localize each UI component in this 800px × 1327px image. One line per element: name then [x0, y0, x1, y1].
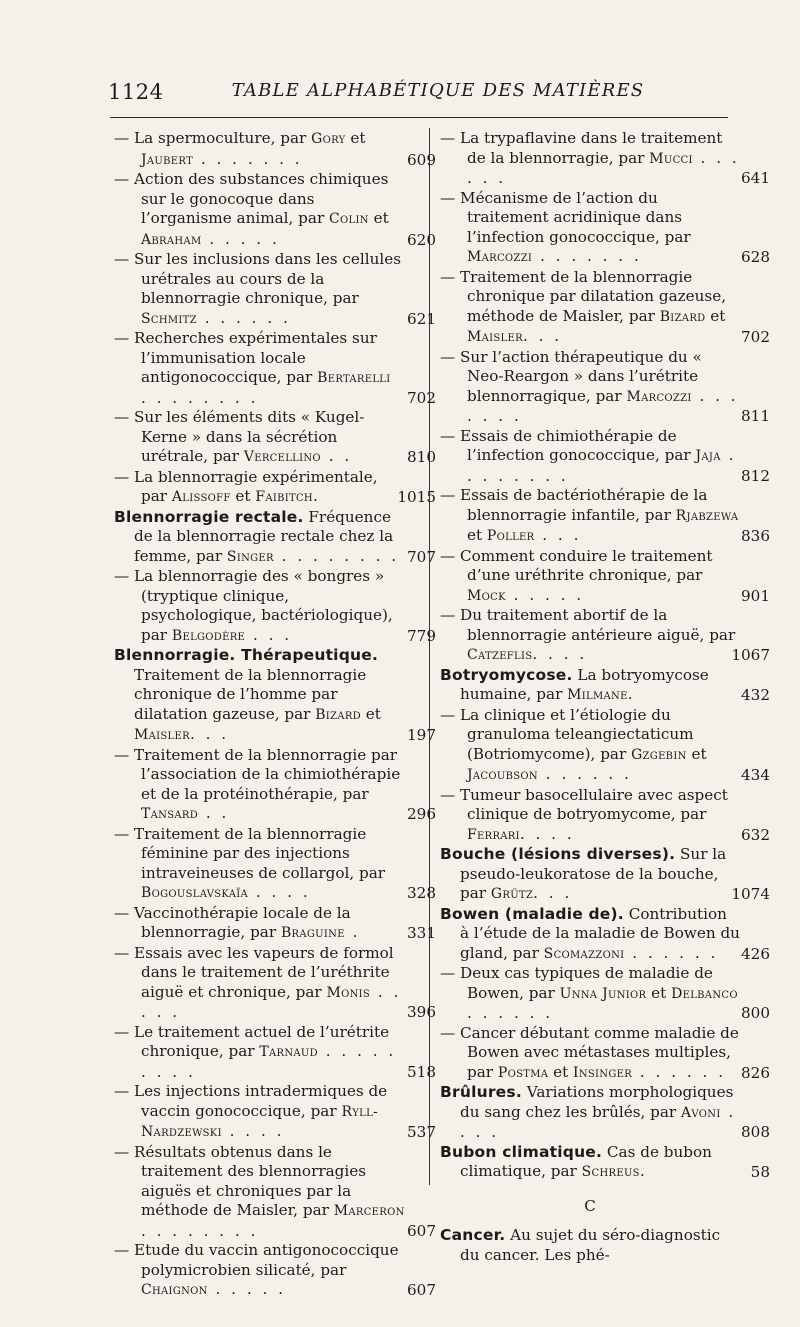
index-subentry	[114, 170, 436, 250]
leader-dots: . . . . .	[505, 585, 585, 604]
entry-author: Bogouslavskaïa	[141, 885, 249, 901]
entry-text-connector: et	[467, 526, 487, 544]
entry-heading: Bouche (lésions diverses).	[440, 845, 676, 863]
entry-author: Marceron	[333, 1203, 405, 1219]
entry-dash: —	[114, 824, 135, 843]
index-entry	[440, 1226, 740, 1265]
entry-dash: —	[114, 903, 135, 922]
entry-text: Contribution à l’étude de la maladie de Bowen du gland, par	[460, 904, 740, 962]
entry-heading: Brûlures.	[440, 1083, 522, 1101]
index-entry	[440, 1142, 770, 1183]
index-entry	[440, 904, 770, 965]
entry-page-number: 811	[741, 407, 770, 425]
entry-text: Comment conduire le traitement d’une uréthrite chronique, par	[460, 546, 713, 584]
entry-author: Marcozzi	[626, 388, 692, 405]
leader-dots: . . . . .	[141, 982, 402, 1021]
entry-author: Avoni	[681, 1104, 721, 1121]
leader-dots: . . .	[189, 725, 230, 743]
index-subentry	[440, 129, 770, 189]
entry-dash: —	[440, 705, 461, 724]
page-number: 1124	[108, 80, 164, 104]
entry-author: Catzeflis	[467, 647, 533, 663]
entry-page-number: 396	[407, 1003, 436, 1021]
entry-text: Sur les inclusions dans les cellules urétrales au cours de la blennorragie chronique, par	[134, 250, 402, 307]
leader-dots: . . . . . .	[624, 943, 719, 962]
entry-text: La trypaflavine dans le traitement de la blennorragie, par	[460, 129, 723, 167]
index-subentry	[114, 903, 436, 944]
entry-page-number: 58	[750, 1163, 770, 1181]
entry-text: Deux cas typiques de maladie de Bowen, par	[460, 964, 713, 1002]
entry-text: Sur la pseudo-leukoratose de la bouche, par	[460, 845, 727, 902]
index-subentry	[114, 943, 436, 1023]
leader-dots: . . . . . . .	[467, 386, 739, 425]
entry-author: Alissoff	[171, 489, 231, 505]
entry-dash: —	[114, 467, 135, 486]
entry-text: La clinique et l’étiologie du granuloma teleangiectaticum (Botriomycome), par	[460, 705, 694, 763]
index-subentry	[114, 1082, 436, 1143]
entry-dash: —	[440, 546, 461, 565]
entry-author-second: Poller	[486, 528, 535, 544]
leader-dots: . . . .	[248, 883, 311, 901]
leader-dots: . . . .	[460, 1102, 737, 1141]
entry-dash: —	[114, 1142, 135, 1161]
leader-dots: . . . . . .	[537, 765, 632, 783]
section-letter: C	[584, 1196, 596, 1215]
index-subentry	[114, 567, 436, 646]
entry-author-second: Abraham	[141, 231, 202, 248]
header-rule	[110, 117, 728, 118]
entry-page-number: 328	[407, 884, 436, 902]
entry-author: Ferrari	[467, 826, 520, 843]
index-subentry	[440, 347, 770, 427]
index-subentry	[440, 267, 770, 348]
entry-page-number: 537	[407, 1123, 436, 1141]
entry-text: Résultats obtenus dans le traitement des blennorragies aiguës et chroniques par la méthode de Maisler, par	[134, 1142, 367, 1219]
entry-text: Le traitement actuel de l’urétrite chronique, par	[134, 1022, 390, 1060]
index-subentry	[114, 1142, 436, 1242]
running-title: TABLE ALPHABÉTIQUE DES MATIÈRES	[231, 80, 645, 101]
leader-dots: . . . .	[221, 1122, 285, 1140]
entry-text-connector: et	[686, 744, 707, 763]
entry-text: La blennorragie expérimentale, par	[134, 467, 378, 505]
index-subentry	[440, 1023, 770, 1084]
entry-text: Action des substances chimiques sur le gonocoque dans l’organisme animal, par	[134, 170, 389, 227]
entry-dash: —	[114, 329, 135, 347]
leader-dots: . . . . . .	[467, 148, 740, 187]
entry-text: Au sujet du séro-diagnostic du cancer. Les phé-	[460, 1226, 721, 1264]
entry-heading: Botryomycose.	[440, 665, 573, 684]
entry-page-number: 1074	[731, 885, 770, 903]
entry-text: Essais avec les vapeurs de formol dans le traitement de l’uréthrite aiguë et chronique, par	[134, 943, 394, 1001]
entry-dash: —	[114, 567, 135, 585]
entry-author: Belgodère	[171, 627, 246, 644]
entry-author: Unna Junior	[559, 985, 647, 1002]
entry-text: Cas de bubon climatique, par	[460, 1142, 712, 1180]
index-subentry	[440, 188, 770, 268]
entry-author: Mock	[467, 587, 506, 604]
entry-text: Du traitement abortif de la blennorragie antérieure aiguë, par	[460, 606, 736, 644]
entry-author: Colin	[329, 211, 369, 227]
entry-page-number: 607	[407, 1281, 436, 1299]
entry-author: Marcozzi	[467, 249, 533, 265]
entry-heading: Bowen (maladie de).	[440, 904, 624, 923]
entry-text: Les injections intradermiques de vaccin gonococcique, par	[134, 1082, 388, 1120]
entry-dash: —	[114, 745, 135, 764]
leader-dots: . . .	[533, 884, 573, 902]
entry-page-number: 779	[407, 626, 436, 645]
entry-author: Bizard	[315, 706, 361, 723]
entry-dash: —	[440, 785, 461, 804]
index-subentry	[114, 824, 436, 904]
entry-text: Traitement de la blennorragie par l’association de la chimiothérapie et de la protéinothérapie, par	[134, 745, 401, 803]
index-subentry	[114, 1022, 436, 1083]
entry-text: Mécanisme de l’action du traitement acridinique dans l’infection gonococcique, par	[460, 188, 691, 246]
index-subentry	[440, 964, 770, 1024]
index-subentry	[114, 408, 436, 468]
entry-page-number: 632	[741, 825, 770, 844]
entry-page-number: 826	[741, 1063, 770, 1082]
entry-author: Vercellino	[243, 449, 321, 465]
entry-page-number: 707	[407, 547, 436, 566]
leader-dots: . . . . . . .	[193, 149, 303, 168]
entry-author: Gory	[311, 131, 346, 147]
entry-author: Ryll-Nardzewski	[141, 1103, 379, 1140]
leader-dots: . . . . .	[201, 229, 280, 248]
entry-author: Singer	[226, 548, 274, 565]
leader-dots: . . .	[522, 327, 563, 345]
entry-author-second: Faibitch	[255, 489, 313, 505]
index-subentry	[114, 250, 436, 329]
entry-text: Sur l’action thérapeutique du « Neo-Reargon » dans l’urétrite blennorragique, par	[460, 347, 702, 405]
entry-text: Essais de bactériothérapie de la blennorragie infantile, par	[460, 486, 708, 524]
entry-dash: —	[114, 1241, 135, 1259]
entry-dash: —	[114, 170, 135, 188]
entry-text: Recherches expérimentales sur l’immunisation locale antigonococcique, par	[134, 329, 377, 386]
entry-page-number: 426	[741, 944, 770, 963]
entry-page-number: 620	[407, 230, 436, 249]
entry-page-number: 702	[407, 388, 436, 407]
entry-text: Vaccinothérapie locale de la blennorragie, par	[134, 903, 351, 941]
entry-text-connector: et	[646, 983, 672, 1002]
entry-dash: —	[440, 129, 461, 147]
entry-page-number: 628	[741, 248, 770, 266]
entry-text-connector: et	[360, 704, 381, 723]
entry-page-number: 1015	[397, 488, 436, 506]
entry-page-number: 810	[407, 448, 436, 466]
entry-author-second: Jaubert	[141, 151, 194, 168]
leader-dots: .	[627, 685, 636, 703]
index-subentry	[440, 705, 770, 786]
leader-dots: . . . . . .	[467, 1004, 554, 1022]
entry-author: Postma	[497, 1064, 549, 1081]
right-column	[440, 129, 770, 1265]
entry-author: Chaignon	[141, 1282, 208, 1298]
entry-author: Braguine	[280, 925, 345, 941]
index-entry	[440, 845, 770, 905]
entry-dash: —	[114, 250, 135, 268]
left-column	[114, 129, 436, 1301]
leader-dots: . . . . . . . .	[467, 446, 737, 485]
entry-text-connector: et	[345, 129, 366, 147]
entry-heading: Blennorragie rectale.	[114, 507, 304, 526]
leader-dots: . . . . . .	[196, 308, 291, 327]
entry-dash: —	[114, 943, 135, 962]
entry-text: La botryomycose humaine, par	[460, 665, 709, 703]
entry-author: Mucci	[649, 150, 693, 167]
entry-text: Tumeur basocellulaire avec aspect clinique de botryomycome, par	[460, 785, 728, 823]
leader-dots: . .	[320, 447, 353, 465]
entry-author: Rjabzewa	[675, 507, 739, 524]
leader-dots: .	[344, 923, 361, 941]
page-header	[108, 80, 728, 110]
entry-page-number: 901	[741, 586, 770, 605]
entry-page-number: 836	[741, 527, 770, 545]
entry-author: Tarnaud	[259, 1044, 318, 1060]
index-subentry	[114, 467, 436, 508]
leader-dots: . . . . .	[207, 1280, 286, 1298]
entry-dash: —	[440, 1023, 461, 1042]
leader-dots: . . . . . . . . .	[141, 1042, 397, 1081]
leader-dots: .	[312, 487, 321, 505]
index-subentry	[114, 329, 436, 408]
index-subentry	[114, 1241, 436, 1301]
entry-page-number: 1067	[731, 646, 770, 664]
leader-dots: . . . . . . . .	[141, 388, 259, 407]
entry-page-number: 808	[741, 1123, 770, 1141]
entry-page-number: 197	[407, 726, 436, 744]
entry-author: Jaja	[695, 448, 721, 464]
entry-author: Scomazzoni	[543, 945, 625, 962]
entry-dash: —	[440, 964, 461, 982]
index-entry	[440, 1083, 770, 1143]
entry-author: Tansard	[141, 806, 199, 822]
entry-heading: Bubon climatique.	[440, 1142, 603, 1161]
entry-page-number: 641	[741, 169, 770, 187]
entry-text: Variations morphologiques du sang chez les brûlés, par	[460, 1083, 734, 1121]
entry-text: Essais de chimiothérapie de l’infection gonococcique, par	[460, 426, 696, 464]
index-subentry	[440, 426, 770, 487]
entry-text-connector: et	[548, 1062, 574, 1081]
index-subentry	[440, 486, 770, 547]
entry-page-number: 812	[741, 466, 770, 485]
entry-text: La blennorragie des « bongres » (tryptique clinique, psychologique, bactériologique), par	[134, 567, 393, 644]
index-entry	[440, 665, 770, 706]
entry-text-connector: et	[705, 306, 726, 325]
entry-author: Monis	[326, 984, 371, 1001]
leader-dots: . . . . . . . .	[141, 1221, 259, 1240]
entry-dash: —	[114, 408, 135, 426]
entry-page-number: 331	[407, 924, 436, 942]
entry-page-number: 607	[407, 1221, 436, 1240]
entry-page-number: 296	[407, 805, 436, 823]
entry-text-connector: et	[368, 209, 389, 227]
entry-text: Cancer débutant comme maladie de Bowen avec métastases multiples, par	[460, 1023, 739, 1081]
index-entry	[114, 646, 436, 746]
entry-text: La spermoculture, par	[134, 129, 312, 147]
entry-text: Sur les éléments dits « Kugel-Kerne » dans la sécrétion urétrale, par	[134, 408, 365, 465]
index-subentry	[440, 785, 770, 846]
entry-author: Bertarelli	[317, 370, 391, 386]
column-divider	[429, 128, 430, 1185]
entry-author-second: Insinger	[573, 1064, 633, 1081]
entry-text: Fréquence de la blennorragie rectale chez la femme, par	[134, 507, 394, 565]
entry-heading: Cancer.	[440, 1226, 506, 1244]
entry-dash: —	[440, 267, 461, 286]
entry-dash: —	[114, 1082, 135, 1100]
leader-dots: . . .	[245, 625, 293, 644]
entry-text: Etude du vaccin antigonococcique polymicrobien silicaté, par	[134, 1241, 399, 1279]
entry-author: Milmane	[567, 687, 628, 703]
index-subentry	[114, 745, 436, 825]
entry-author-second: Delbanco	[671, 985, 738, 1002]
entry-heading: Blennorragie. Thérapeutique.	[114, 646, 379, 664]
entry-page-number: 434	[741, 766, 770, 784]
entry-text: Traitement de la blennorragie féminine par des injections intraveineuses de collargol, par	[134, 824, 386, 882]
entry-text-connector: et	[230, 487, 256, 505]
entry-dash: —	[440, 188, 461, 207]
leader-dots: . .	[198, 804, 230, 822]
entry-page-number: 518	[407, 1062, 436, 1081]
entry-dash: —	[440, 347, 461, 366]
entry-author: Grütz	[490, 886, 534, 902]
entry-page-number: 702	[741, 328, 770, 346]
leader-dots: . . . .	[519, 824, 575, 843]
leader-dots: . . . . . . .	[532, 247, 642, 265]
entry-text: Traitement de la blennorragie chronique par dilatation gazeuse, méthode de Maisler, par	[460, 267, 727, 325]
index-subentry	[114, 129, 436, 170]
index-entry	[114, 507, 436, 568]
leader-dots: . . .	[534, 526, 582, 544]
leader-dots: . . . . . .	[632, 1062, 727, 1081]
entry-page-number: 609	[407, 150, 436, 169]
entry-author: Bizard	[659, 308, 706, 325]
index-subentry	[440, 546, 770, 607]
entry-author: Schmitz	[141, 310, 197, 327]
entry-page-number: 800	[741, 1004, 770, 1022]
leader-dots: . . . .	[532, 645, 588, 663]
entry-dash: —	[114, 1022, 135, 1041]
index-subentry	[440, 606, 770, 666]
entry-text: Traitement de la blennorragie chronique de l’homme par dilatation gazeuse, par	[134, 665, 367, 723]
entry-author: Gzgebin	[631, 746, 687, 763]
entry-page-number: 621	[407, 309, 436, 328]
entry-author: Schreus	[581, 1164, 640, 1180]
entry-author-second: Maisler	[134, 727, 190, 743]
entry-dash: —	[440, 606, 461, 624]
entry-dash: —	[440, 426, 461, 445]
entry-dash: —	[440, 486, 461, 504]
entry-dash: —	[114, 129, 135, 147]
leader-dots: .	[639, 1162, 648, 1180]
entry-author-second: Maisler	[467, 329, 523, 345]
entry-page-number: 432	[741, 686, 770, 704]
entry-author-second: Jacoubson	[467, 767, 538, 783]
leader-dots: . . . . . . . .	[273, 546, 400, 565]
